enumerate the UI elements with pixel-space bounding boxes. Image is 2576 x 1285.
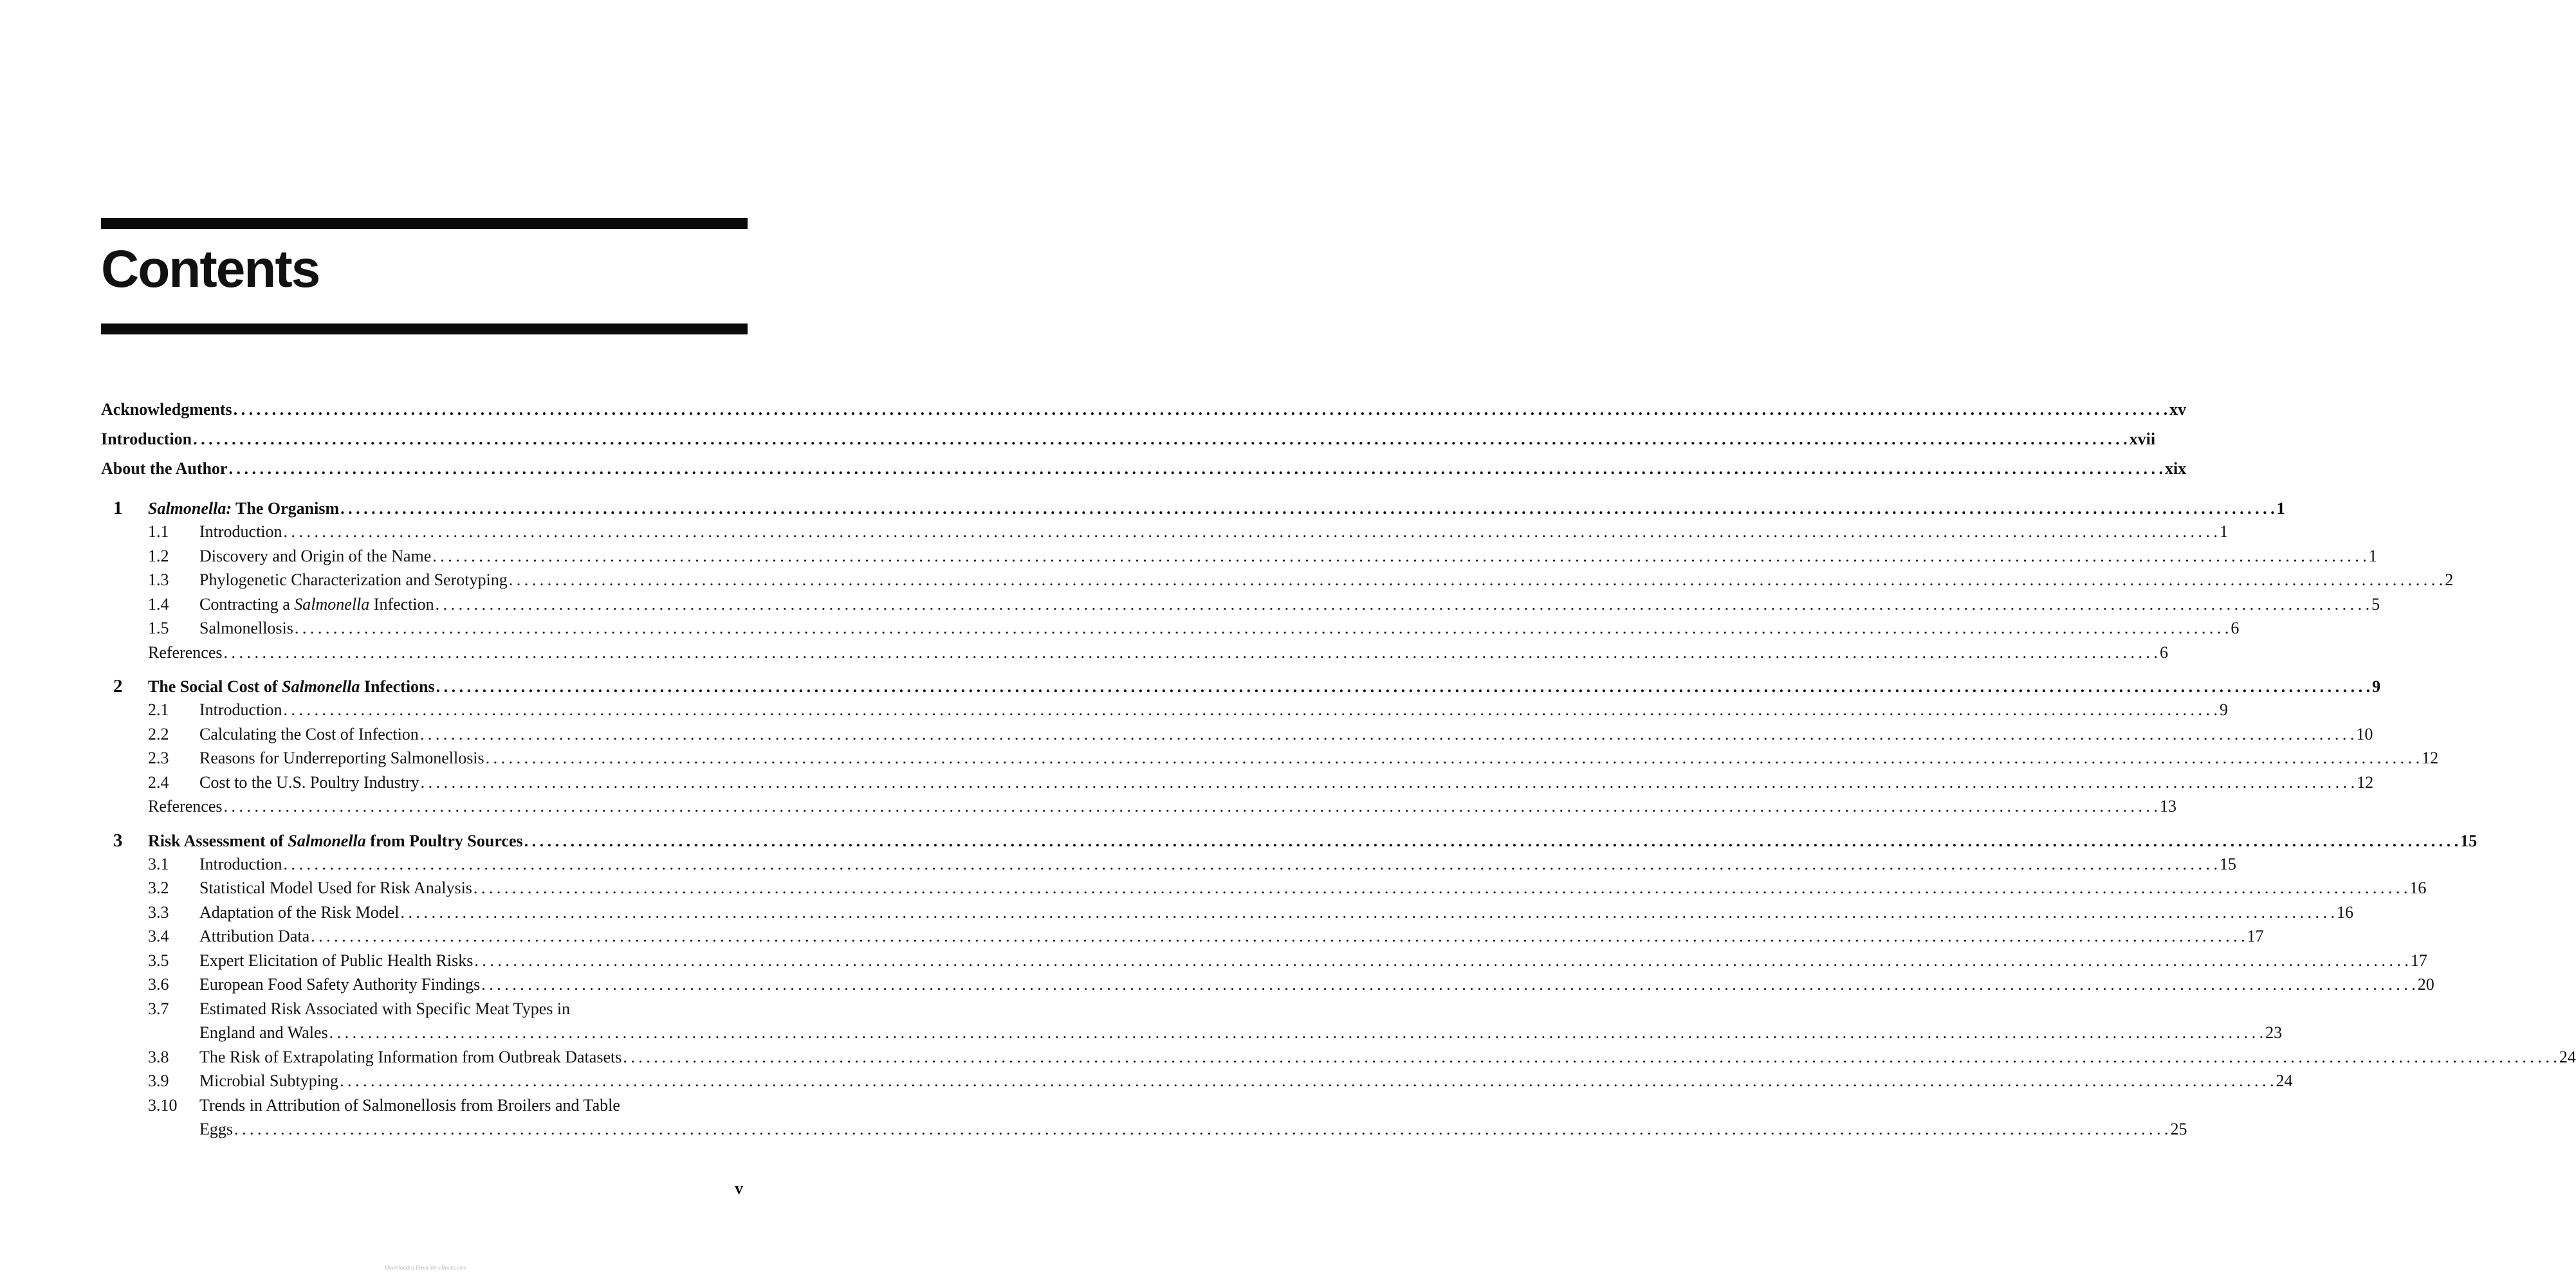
page-folio: v	[735, 1179, 743, 1198]
section-title: Introduction	[199, 700, 282, 719]
section-number: 3.7	[148, 999, 169, 1018]
section-title-block	[199, 1096, 2187, 1144]
toc-page-number: 23	[2265, 1023, 2283, 1042]
section-number: 3.4	[148, 927, 169, 945]
toc-page-number: 2	[2445, 570, 2454, 589]
section-title: The Risk of Extrapolating Information from Outbreak Datasets	[199, 1047, 622, 1066]
section-title: Adaptation of the Risk Model	[199, 902, 400, 922]
toc-page-number: 6	[2231, 619, 2240, 637]
toc-section[interactable]	[101, 927, 2264, 951]
section-number: 1.4	[148, 594, 169, 614]
dot-leader	[436, 677, 2371, 697]
section-title: European Food Safety Authority Findings	[199, 975, 481, 994]
toc-page-number: 25	[2170, 1120, 2187, 1138]
section-number: 3.6	[148, 975, 169, 994]
dot-leader	[524, 832, 2460, 851]
references-label: References	[148, 797, 223, 816]
dot-leader	[223, 797, 2158, 816]
dot-leader	[228, 459, 2164, 478]
section-number: 3.3	[148, 902, 169, 922]
toc-section[interactable]	[101, 975, 2434, 999]
toc-chapter-2[interactable]	[101, 676, 2381, 700]
toc-page-number: 15	[2460, 831, 2478, 850]
chapter-title: Risk Assessment of Salmonella from Poultry Sources	[148, 831, 523, 850]
section-number: 1.1	[148, 522, 169, 541]
section-title: Cost to the U.S. Poultry Industry	[199, 772, 419, 792]
dot-leader	[486, 749, 2421, 768]
toc-chapter-3[interactable]	[101, 830, 2478, 855]
section-title-line-1: Trends in Attribution of Salmonellosis from Broilers and Table	[199, 1095, 620, 1115]
dot-leader	[329, 1023, 2265, 1043]
toc-page-number: 15	[2220, 854, 2237, 873]
section-title: Expert Elicitation of Public Health Risks	[199, 951, 474, 970]
toc-section[interactable]	[101, 1095, 2187, 1144]
section-title: Calculating the Cost of Infection	[199, 724, 419, 743]
toc-page-number: xvii	[2129, 430, 2156, 448]
dot-leader	[223, 643, 2158, 662]
section-title: Contracting a Salmonella Infection	[199, 594, 434, 614]
toc-section[interactable]	[101, 522, 2229, 547]
section-title: Attribution Data	[199, 927, 310, 945]
section-number: 1.3	[148, 570, 169, 589]
section-number: 3.10	[148, 1095, 178, 1115]
dot-leader	[340, 1071, 2275, 1091]
section-title: Statistical Model Used for Risk Analysis	[199, 879, 472, 897]
dot-leader	[401, 903, 2336, 922]
toc-section[interactable]	[101, 546, 2377, 571]
chapter-number: 1	[113, 498, 123, 518]
section-number: 1.5	[148, 619, 169, 637]
section-number: 3.9	[148, 1071, 169, 1090]
section-number: 2.3	[148, 749, 169, 767]
toc-page-number: 1	[2276, 499, 2285, 518]
section-title-line-2-row	[199, 1120, 2187, 1144]
toc-entry-label: Acknowledgments	[101, 400, 232, 419]
toc-section[interactable]	[101, 724, 2373, 749]
toc-section[interactable]	[101, 594, 2380, 619]
section-number: 2.2	[148, 724, 169, 743]
download-watermark: Downloaded From Vet-eBooks.com	[384, 1264, 467, 1271]
toc-page-number: 12	[2422, 749, 2439, 767]
section-number: 2.4	[148, 772, 169, 792]
section-number: 3.8	[148, 1047, 169, 1066]
toc-page-number: 17	[2247, 927, 2264, 945]
chapter-title: The Social Cost of Salmonella Infections	[148, 677, 435, 696]
toc-section[interactable]	[101, 700, 2229, 725]
section-number: 3.5	[148, 951, 169, 970]
dot-leader	[284, 700, 2219, 720]
section-title: Reasons for Underreporting Salmonellosis	[199, 749, 484, 767]
section-title-line-2-row	[199, 1023, 2282, 1048]
toc-entry-label: Introduction	[101, 430, 192, 448]
toc-page-number: 12	[2357, 772, 2374, 792]
toc-section[interactable]	[101, 619, 2240, 643]
chapter-number: 2	[113, 676, 123, 697]
title-rule-top	[101, 218, 748, 229]
section-number: 3.2	[148, 879, 169, 897]
toc-page-number: xv	[2169, 400, 2187, 419]
section-title-line-2: England and Wales	[199, 1023, 328, 1042]
chapter-number: 3	[113, 830, 123, 851]
toc-section[interactable]	[101, 749, 2439, 773]
dot-leader	[420, 725, 2355, 744]
dot-leader	[432, 547, 2368, 566]
toc-section[interactable]	[101, 1047, 2576, 1072]
toc-references[interactable]	[101, 642, 2168, 668]
toc-page-number: 24	[2559, 1047, 2576, 1066]
section-number: 2.1	[148, 700, 169, 719]
dot-leader	[234, 1120, 2169, 1139]
section-title: Discovery and Origin of the Name	[199, 546, 432, 565]
toc-section[interactable]	[101, 902, 2354, 927]
section-title: Introduction	[199, 522, 282, 541]
section-number: 1.2	[148, 546, 169, 565]
dot-leader	[193, 430, 2128, 449]
toc-section[interactable]	[101, 1071, 2293, 1096]
section-title-line-2: Eggs	[199, 1120, 233, 1138]
dot-leader	[474, 951, 2409, 971]
toc-page-number: 17	[2410, 951, 2427, 970]
toc-page-number: 13	[2159, 797, 2176, 816]
dot-leader	[481, 975, 2416, 994]
toc-page-number: 5	[2371, 594, 2380, 614]
toc-page-number: 9	[2220, 700, 2229, 719]
dot-leader	[421, 773, 2356, 792]
page-title: Contents	[101, 240, 320, 298]
toc-page-number: 1	[2220, 522, 2229, 541]
section-title: Microbial Subtyping	[199, 1071, 338, 1090]
section-title: Introduction	[199, 854, 282, 873]
toc-page-number: 10	[2356, 724, 2373, 743]
toc-entry-acknowledgments[interactable]	[101, 400, 2187, 430]
toc-entry-label: About the Author	[101, 459, 228, 478]
section-number: 3.1	[148, 854, 169, 873]
chapter-title: Salmonella: The Organism	[148, 499, 340, 518]
toc-entry-introduction[interactable]	[101, 430, 2156, 459]
references-label: References	[148, 642, 223, 662]
dot-leader	[284, 522, 2219, 542]
table-of-contents	[101, 400, 2576, 1144]
section-title-line-1: Estimated Risk Associated with Specific Meat Types in	[199, 999, 571, 1018]
dot-leader	[340, 499, 2276, 518]
dot-leader	[623, 1048, 2558, 1067]
toc-section[interactable]	[101, 570, 2454, 595]
dot-leader	[284, 855, 2219, 874]
toc-section[interactable]	[101, 999, 2283, 1048]
toc-section[interactable]	[101, 951, 2427, 976]
title-rule-bottom	[101, 324, 748, 334]
dot-leader	[295, 619, 2230, 638]
toc-entry-about-the-author[interactable]	[101, 459, 2187, 489]
dot-leader	[474, 879, 2409, 898]
dot-leader	[436, 595, 2371, 614]
dot-leader	[509, 570, 2444, 590]
toc-section[interactable]	[101, 772, 2374, 797]
section-title-block	[199, 999, 2282, 1048]
toc-page-number: 16	[2409, 879, 2427, 897]
toc-page-number: 16	[2337, 902, 2354, 922]
toc-references[interactable]	[101, 797, 2176, 821]
dot-leader	[311, 927, 2246, 946]
toc-page-number: 6	[2159, 642, 2168, 662]
toc-page-number: 24	[2276, 1071, 2293, 1090]
section-title: Salmonellosis	[199, 619, 293, 637]
toc-page-number: xix	[2164, 459, 2187, 478]
toc-chapter-1[interactable]	[101, 498, 2285, 522]
toc-page-number: 9	[2372, 677, 2381, 696]
toc-page-number: 20	[2417, 975, 2434, 994]
toc-page-number: 1	[2368, 546, 2377, 565]
dot-leader	[234, 400, 2169, 419]
section-title: Phylogenetic Characterization and Serotyping	[199, 570, 508, 589]
toc-section[interactable]	[101, 879, 2427, 903]
toc-section[interactable]	[101, 854, 2237, 879]
